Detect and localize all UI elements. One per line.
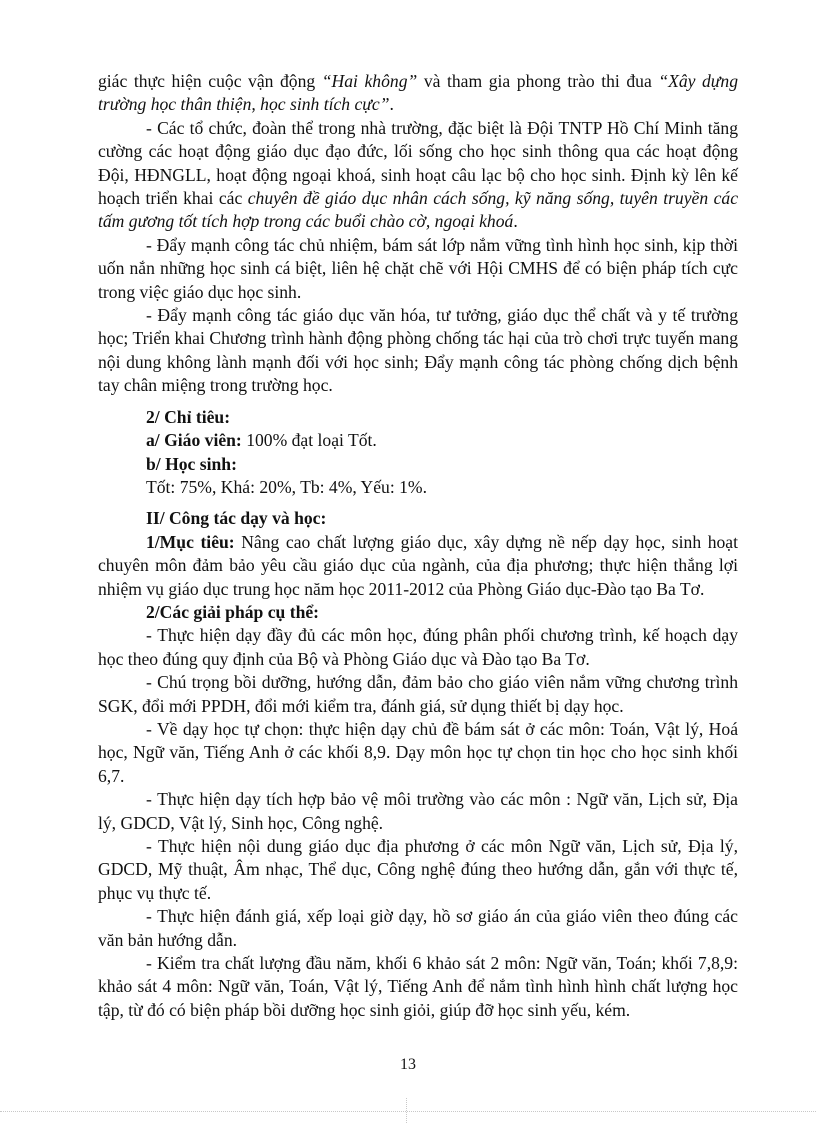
text-muc-tieu: Nâng cao chất lượng giáo dục, xây dựng nề nếp dạy học, sinh hoạt chuyên môn đảm bảo yêu cầu giáo dục của ngành, của địa phương; thực hiện thắng lợi nhiệm vụ giáo dục trung học năm học 2011-2012 của Phòng Giáo dục-Đào tạo Ba Tơ. bbox=[98, 531, 738, 599]
list-item-giai-phap: - Chú trọng bồi dưỡng, hướng dẫn, đảm bảo cho giáo viên nắm vững chương trình SGK, đổi mới PPDH, đổi mới kiểm tra, đánh giá, sử dụng thiết bị dạy học. bbox=[98, 672, 738, 716]
heading-cong-tac-day-hoc: II/ Công tác dạy và học: bbox=[146, 508, 327, 529]
italic-quote-hai-khong: “Hai không” bbox=[321, 71, 418, 91]
list-item-giai-phap: - Thực hiện nội dung giáo dục địa phương ở các môn Ngữ văn, Lịch sử, Địa lý, GDCD, Mỹ thuật, Âm nhạc, Thể dục, Công nghệ đúng theo hướng dẫn, gắn với thực tế, phục vụ thực tế. bbox=[98, 836, 738, 903]
text-run: - Các tổ chức, đoàn thể trong nhà trường, đặc biệt là Đội TNTP Hồ Chí Minh tăng cường các hoạt động giáo dục đạo đức, lối sống cho học sinh thông qua các hoạt động Đội, HĐNGLL, hoạt động ngoại khoá, sinh hoạt câu lạc bộ cho học sinh. Định kỳ lên kế hoạch triển khai các bbox=[98, 117, 738, 209]
italic-chuyen-de: chuyên đề giáo dục nhân cách sống, kỹ năng sống, tuyên truyền các tấm gương tốt tích hợp trong các buổi chào cờ, ngoại khoá bbox=[98, 188, 738, 232]
label-muc-tieu: 1/Mục tiêu: bbox=[146, 531, 235, 552]
paragraph-muc-tieu bbox=[98, 531, 738, 601]
text-run: . bbox=[513, 211, 518, 232]
line-hoc-sinh-ti-le: Tốt: 75%, Khá: 20%, Tb: 4%, Yếu: 1%. bbox=[146, 476, 427, 497]
list-item-giai-phap: - Kiểm tra chất lượng đầu năm, khối 6 khảo sát 2 môn: Ngữ văn, Toán; khối 7,8,9: khảo sát 4 môn: Ngữ văn, Toán, Vật lý, Tiếng Anh để nắm tình hình hình chất lượng học tập, từ đó có biện pháp bồi dưỡng học sinh giỏi, giúp đỡ học sinh yếu, kém. bbox=[98, 953, 738, 1020]
heading-chi-tieu: 2/ Chỉ tiêu: bbox=[146, 406, 231, 427]
paragraph-giao-duc-van-hoa: - Đẩy mạnh công tác giáo dục văn hóa, tư tưởng, giáo dục thể chất và y tế trường học; Triển khai Chương trình hành động phòng chống tác hại của trò chơi trực tuyến mang nội dung không lành mạnh đối với học sinh; Đẩy mạnh công tác phòng chống dịch bệnh tay chân miệng trong trường học. bbox=[98, 305, 738, 396]
text-run: giác thực hiện cuộc vận động bbox=[98, 71, 322, 91]
list-item-giai-phap: - Thực hiện dạy tích hợp bảo vệ môi trường vào các môn : Ngữ văn, Lịch sử, Địa lý, GDCD, Vật lý, Sinh học, Công nghệ. bbox=[98, 789, 738, 833]
label-giao-vien: a/ Giáo viên: bbox=[146, 430, 242, 451]
list-item-giai-phap: - Thực hiện dạy đầy đủ các môn học, đúng phân phối chương trình, kế hoạch dạy học theo đúng quy định của Bộ và Phòng Giáo dục và Đào tạo Ba Tơ. bbox=[98, 625, 738, 669]
value-giao-vien: 100% đạt loại Tốt. bbox=[241, 430, 377, 451]
paragraph-hai-khong bbox=[98, 70, 738, 117]
document-body bbox=[98, 70, 738, 1022]
heading-hoc-sinh: b/ Học sinh: bbox=[146, 453, 237, 474]
list-item-giai-phap: - Thực hiện đánh giá, xếp loại giờ dạy, hồ sơ giáo án của giáo viên theo đúng các văn bản hướng dẫn. bbox=[98, 906, 738, 950]
page-break-divider bbox=[0, 1111, 816, 1112]
text-run: và tham gia phong trào thi đua bbox=[417, 71, 659, 91]
page-break-divider-vertical bbox=[406, 1098, 407, 1123]
text-run: . bbox=[389, 94, 394, 115]
italic-quote-truong-hoc: “Xây dựng trường học thân thiện, học sinh tích cực” bbox=[98, 71, 738, 115]
paragraph-doan-the bbox=[98, 117, 738, 234]
page-number: 13 bbox=[400, 1056, 416, 1073]
paragraph-chu-nhiem: - Đẩy mạnh công tác chủ nhiệm, bám sát lớp nắm vững tình hình học sinh, kịp thời uốn nắn những học sinh cá biệt, liên hệ chặt chẽ với Hội CMHS để có biện pháp tích cực trong việc giáo dục học sinh. bbox=[98, 234, 738, 302]
heading-giai-phap: 2/Các giải pháp cụ thể: bbox=[146, 601, 320, 622]
line-giao-vien bbox=[98, 429, 738, 452]
list-item-giai-phap: - Về dạy học tự chọn: thực hiện dạy chủ đề bám sát ở các môn: Toán, Vật lý, Hoá học, Ngữ văn, Tiếng Anh ở các khối 8,9. Dạy môn học tự chọn tin học cho học sinh khối 6,7. bbox=[98, 718, 738, 786]
